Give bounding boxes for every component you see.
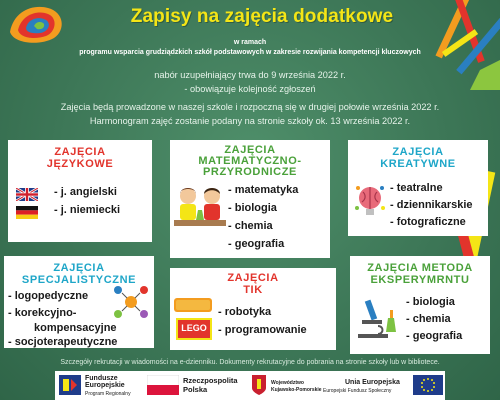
specialist-box bbox=[4, 256, 154, 348]
subtitle-line-2: programu wsparcia grudziądzkich szkół podstawowych w zakresie rozwijania kompetencji kluczowych bbox=[79, 49, 421, 56]
math-title-3: PRZYRODNICZE bbox=[203, 166, 297, 178]
languages-item-german: - j. niemiecki bbox=[54, 204, 121, 216]
creative-item-3: - fotograficzne bbox=[390, 216, 466, 228]
special-title-1: ZAJĘCIA bbox=[53, 262, 105, 274]
people-network-icon bbox=[112, 284, 150, 320]
experiment-item-1: - biologia bbox=[406, 296, 455, 308]
rp-line-1: Rzeczpospolita bbox=[183, 376, 238, 385]
special-item-3: kompensacyjne bbox=[34, 322, 117, 334]
fundusze-europejskie-icon bbox=[59, 375, 81, 395]
footer-note: Szczegóły rekrutacji w wiadomości na e-dzienniku. Dokumenty rekrutacyjne do pobrania na stronie szkoły lub w bibliotece. bbox=[60, 359, 440, 366]
fe-line-1: Fundusze bbox=[85, 375, 118, 382]
math-item-4: - geografia bbox=[228, 238, 285, 250]
info-line-1: nabór uzupełniający trwa do 9 września 2022 r. bbox=[154, 70, 346, 80]
rp-line-2: Polska bbox=[183, 385, 208, 394]
experiment-box bbox=[350, 256, 490, 354]
languages-title-1: ZAJĘCIA bbox=[54, 146, 106, 158]
math-title-1: ZAJĘCIA bbox=[224, 144, 276, 156]
page-title: Zapisy na zajęcia dodatkowe bbox=[130, 6, 394, 27]
tik-title-1: ZAJĘCIA bbox=[227, 272, 279, 284]
kujawsko-pomorskie-crest-icon bbox=[251, 374, 267, 396]
kp-line-2: Kujawsko-Pomorskie bbox=[271, 387, 322, 393]
info-line-3: Zajęcia będą prowadzone w naszej szkole i rozpoczną się w drugiej połowie września 2022 r. bbox=[60, 102, 440, 112]
logo-icon bbox=[4, 2, 72, 46]
tik-item-2: - programowanie bbox=[218, 324, 307, 336]
experiment-item-3: - geografia bbox=[406, 330, 463, 342]
special-item-2: - korekcyjno- bbox=[8, 307, 77, 319]
kp-line-1: Województwo bbox=[271, 380, 304, 386]
kids-science-icon bbox=[174, 184, 226, 228]
germany-flag-icon bbox=[16, 206, 38, 219]
brain-icon bbox=[354, 182, 386, 218]
math-item-3: - chemia bbox=[228, 220, 273, 232]
special-item-4: - socjoterapeutyczne bbox=[8, 336, 118, 348]
lego-text: LEGO bbox=[181, 323, 207, 333]
languages-title-2: JĘZYKOWE bbox=[46, 158, 114, 170]
uk-flag-icon bbox=[16, 188, 38, 201]
experiment-title-1: ZAJĘCIA METODA bbox=[367, 262, 473, 274]
ue-line-1: Unia Europejska bbox=[345, 379, 400, 386]
creative-item-2: - dziennikarskie bbox=[390, 199, 473, 211]
subtitle-line-1: w ramach bbox=[233, 39, 267, 46]
info-line-2: - obowiązuje kolejność zgłoszeń bbox=[184, 84, 316, 94]
scratch-logo-icon bbox=[174, 298, 212, 312]
fe-line-3: Program Regionalny bbox=[85, 391, 131, 397]
eu-logo-strip bbox=[55, 371, 445, 400]
languages-box bbox=[8, 140, 152, 242]
tik-item-1: - robotyka bbox=[218, 306, 272, 318]
special-title-2: SPECJALISTYCZNE bbox=[21, 274, 137, 286]
eu-flag-icon bbox=[413, 375, 443, 395]
languages-item-english: - j. angielski bbox=[54, 186, 117, 198]
tik-title-2: TIK bbox=[243, 284, 263, 296]
special-item-1: - logopedyczne bbox=[8, 290, 89, 302]
experiment-item-2: - chemia bbox=[406, 313, 451, 325]
tik-box bbox=[170, 268, 336, 350]
ue-line-2: Europejski Fundusz Społeczny bbox=[323, 388, 392, 394]
math-science-box bbox=[170, 140, 330, 258]
math-item-1: - matematyka bbox=[228, 184, 299, 196]
creative-title-2: KREATYWNE bbox=[380, 158, 456, 170]
info-line-4: Harmonogram zajęć zostanie podany na stronie szkoły ok. 13 września 2022 r. bbox=[89, 116, 411, 126]
creative-item-1: - teatralne bbox=[390, 182, 443, 194]
poland-flag-icon bbox=[147, 375, 179, 395]
experiment-title-2: EKSPERYMRNTU bbox=[370, 274, 470, 286]
microscope-icon bbox=[354, 296, 400, 340]
creative-box bbox=[348, 140, 488, 236]
math-item-2: - biologia bbox=[228, 202, 277, 214]
fe-line-2: Europejskie bbox=[85, 382, 125, 389]
creative-title-1: ZAJĘCIA bbox=[392, 146, 444, 158]
math-title-2: MATEMATYCZNO- bbox=[198, 155, 302, 167]
